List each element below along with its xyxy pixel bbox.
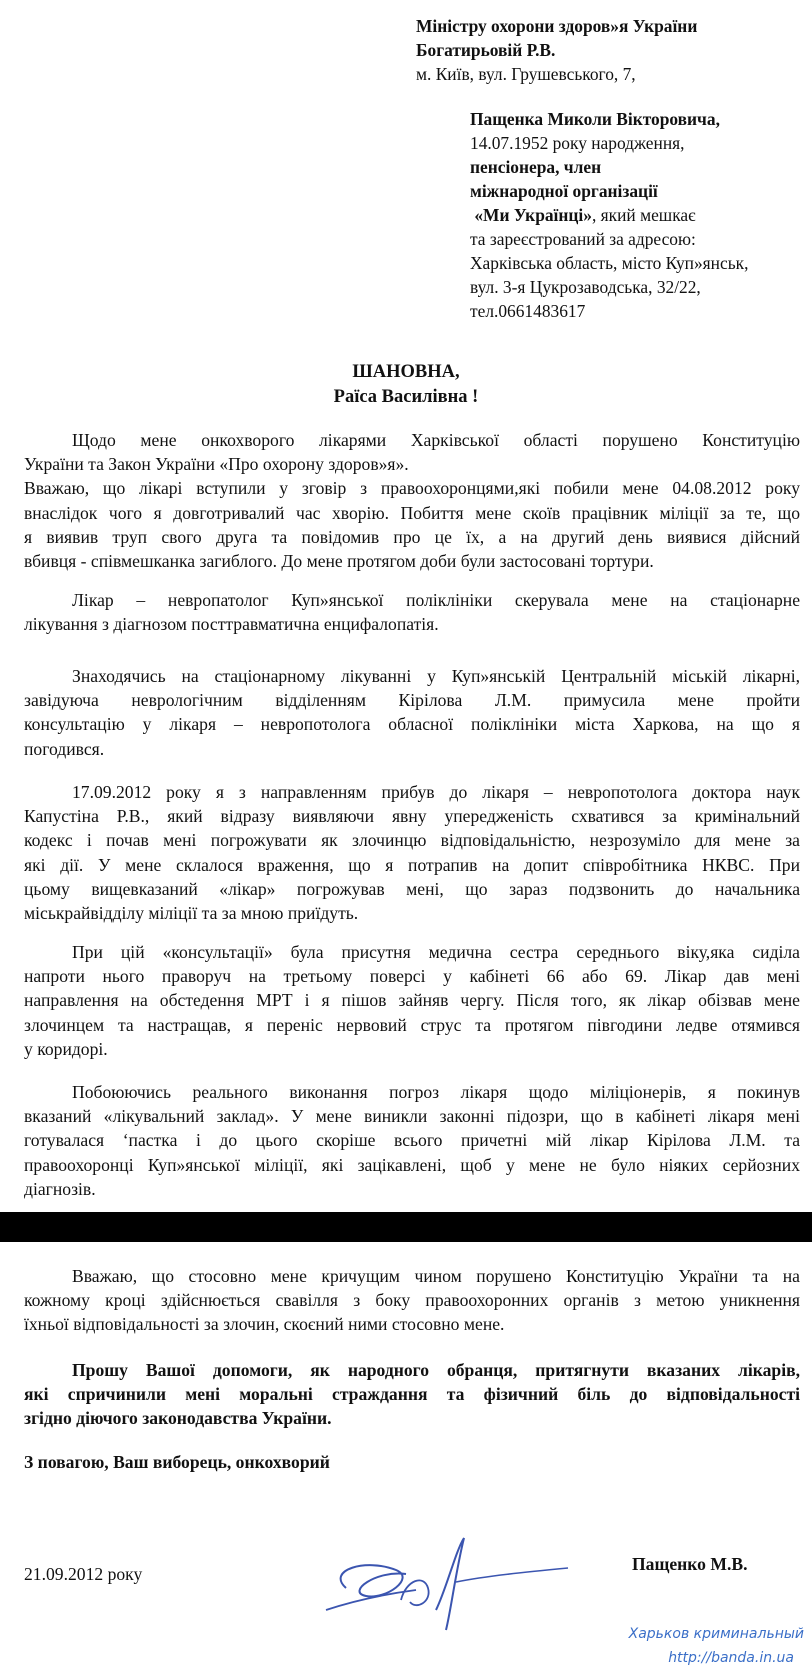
paragraph-6: [24, 1080, 800, 1201]
watermark-title: Харьков криминальный: [628, 1626, 804, 1642]
sender-birth: 14.07.1952 року народження,: [470, 133, 685, 153]
paragraph-line: правоохоронці Куп»янської міліції, які зацікавлені, щоб у мене не було ніяких серйозних: [24, 1154, 800, 1175]
recipient-title: Міністру охорони здоров»я України: [416, 16, 698, 36]
paragraph-line: лікування з діагнозом посттравматична енцифалопатія.: [24, 614, 439, 635]
paragraph-line: Щодо мене онкохворого лікарями Харківської області порушено Конституцію: [72, 430, 800, 450]
sender-status: пенсіонера, член: [470, 157, 602, 177]
paragraph-8-request: [24, 1358, 800, 1431]
paragraph-line: направлення на обстедення МРТ і я пішов зайняв чергу. Після того, як лікар обізвав мене: [24, 990, 800, 1011]
paragraph-line: їхньої відповідальності за злочин, скоєний ними стосовно мене.: [24, 1314, 505, 1335]
paragraph-line: погодився.: [24, 738, 105, 759]
paragraph-line: міськрайвідділу міліції та за мною приїдуть.: [24, 903, 359, 924]
paragraph-1: [24, 428, 800, 573]
paragraph-2: [24, 588, 800, 636]
closing-line: З повагою, Ваш виборець, онкохворий: [24, 1452, 330, 1472]
paragraph-line: Прошу Вашої допомоги, як народного обранця, притягнути вказаних лікарів,: [72, 1360, 800, 1380]
sender-city: Харківська область, місто Куп»янськ,: [470, 253, 749, 273]
sender-reg: та зареєстрований за адресою:: [470, 229, 696, 249]
watermark-url: http://banda.in.ua: [668, 1650, 794, 1666]
paragraph-7: [24, 1264, 800, 1337]
paragraph-line: Вважаю, що стосовно мене кричущим чином порушено Конституцію України та на: [72, 1266, 800, 1286]
closing: [24, 1450, 800, 1474]
sender-street: вул. 3-я Цукрозаводська, 32/22,: [470, 277, 701, 297]
paragraph-line: Капустіна Р.В., який відразу виявляючи явну упередженість схватився за кримінальний: [24, 806, 800, 827]
paragraph-4: [24, 780, 800, 925]
paragraph-line: Знаходячись на стаціонарному лікуванні у Куп»янській Центральній міській лікарні,: [72, 666, 800, 686]
sender-org-tail: , який мешкає: [591, 205, 696, 225]
paragraph-line: кожному кроці здійснюється свавілля з боку правоохоронних органів з метою уникнення: [24, 1290, 800, 1311]
handwritten-signature: [306, 1530, 576, 1640]
sender-org-name: «Ми Українці»: [474, 205, 592, 225]
scan-separator-band: [0, 1212, 812, 1242]
paragraph-line: вбивця - співмешканка загиблого. До мене протягом доби були застосовані тортури.: [24, 551, 654, 572]
greeting-line1: ШАНОВНА,: [352, 362, 460, 382]
paragraph-line: готувалася ‘пастка і до цього скоріше всього причетні мій лікар Кірілова Л.М. та: [24, 1130, 800, 1151]
paragraph-line: які дії. У мене склалося враження, що я потрапив на допит співробітника НКВС. При: [24, 854, 800, 875]
greeting: [0, 360, 812, 410]
paragraph-line: кодекс і почав мені погрожувати як злочинцю відповідальністю, незрозуміло для мене за: [24, 830, 800, 851]
paragraph-line: Побоюючись реального виконання погроз лікаря щодо міліціонерів, я покинув: [72, 1082, 800, 1102]
paragraph-line: які спричинили мені моральні страждання та фізичний біль до відповідальності: [24, 1384, 800, 1405]
paragraph-5: [24, 940, 800, 1061]
paragraph-line: України та Закон України «Про охорону здоров»я».: [24, 454, 409, 475]
sender-name: Пащенка Миколи Вікторовича,: [470, 109, 720, 129]
greeting-line2: Раїса Василівна !: [333, 387, 479, 407]
paragraph-line: внаслідок чого я довготривалий час хворію. Побиття мене скоїв працівник міліції за те, що: [24, 502, 800, 523]
paragraph-line: злочинцем та настращав, я переніс нервовий струс та протягом півгодини ледве отямився: [24, 1014, 800, 1035]
paragraph-line: 17.09.2012 року я з направленням прибув до лікаря – невропотолога доктора наук: [72, 782, 800, 802]
paragraph-line: у коридорі.: [24, 1038, 108, 1059]
signature-date: 21.09.2012 року: [24, 1564, 143, 1584]
sender-block: [470, 107, 748, 323]
paragraph-line: згідно діючого законодавства України.: [24, 1408, 332, 1429]
recipient-name: Богатирьовій Р.В.: [416, 40, 556, 60]
paragraph-line: вказаний «лікувальний заклад». У мене виникли законні підозри, що в кабінеті лікаря мені: [24, 1106, 800, 1127]
paragraph-line: діагнозів.: [24, 1178, 96, 1199]
paragraph-line: Лікар – невропатолог Куп»янської поліклініки скерувала мене на стаціонарне: [72, 590, 800, 610]
paragraph-line: завідуюча неврологічним відділенням Кірілова Л.М. примусила мене пройти: [24, 690, 800, 711]
paragraph-line: Вважаю, що лікарі вступили у зговір з правоохоронцями,які побили мене 04.08.2012 року: [24, 478, 800, 499]
paragraph-line: я виявив труп свого друга та повідомив про це їх, а на другий день виявися дійсний: [24, 526, 800, 547]
sender-org: міжнародної організації: [470, 181, 658, 201]
paragraph-line: напроти нього праворуч на третьому поверсі у кабінеті 66 або 69. Лікар дав мені: [24, 966, 800, 987]
signature-name: Пащенко М.В.: [632, 1554, 748, 1574]
paragraph-line: консультацію у лікаря – невропотолога обласної поліклініки міста Харкова, на що я: [24, 714, 800, 735]
paragraph-line: цьому вищевказаний «лікар» погрожував мені, що зараз подзвонить до начальника: [24, 878, 800, 899]
sender-org-line: [470, 203, 748, 227]
recipient-block: [416, 14, 697, 86]
recipient-address: м. Київ, вул. Грушевського, 7,: [416, 64, 636, 84]
paragraph-3: [24, 664, 800, 761]
sender-phone: тел.0661483617: [470, 301, 586, 321]
paragraph-line: При цій «консультації» була присутня медична сестра середнього віку,яка сиділа: [72, 942, 800, 962]
